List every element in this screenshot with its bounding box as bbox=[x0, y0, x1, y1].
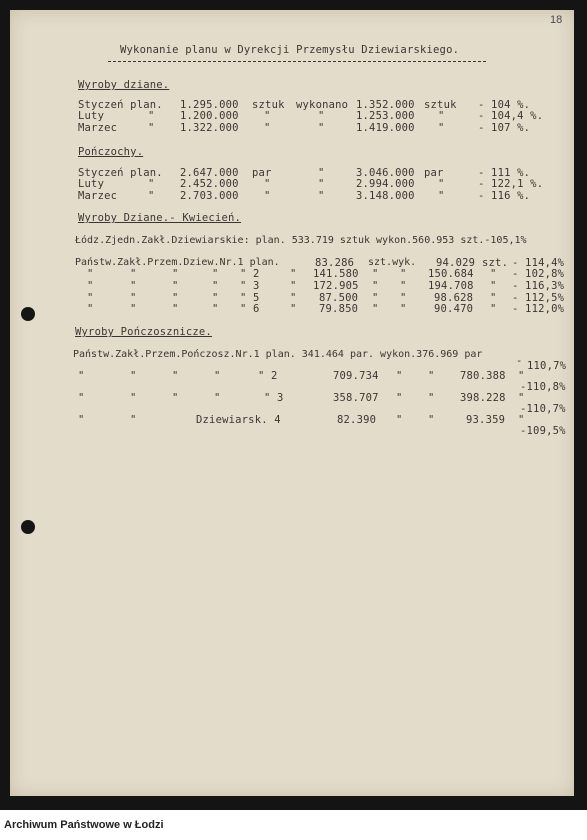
factory-number: " 2 bbox=[258, 370, 278, 382]
done-label: wykonano bbox=[296, 99, 349, 111]
ditto: " bbox=[130, 280, 137, 292]
percent: 110,7% bbox=[527, 360, 567, 372]
document-title: Wykonanie planu w Dyrekcji Przemysłu Dziewiarskiego. bbox=[120, 44, 460, 56]
percent: - 111 %. bbox=[478, 167, 531, 179]
month: Styczeń plan. bbox=[78, 99, 163, 111]
title-underline bbox=[108, 61, 486, 62]
unit: szt. bbox=[482, 257, 509, 269]
ditto: " bbox=[490, 303, 497, 315]
ditto: " bbox=[212, 303, 219, 315]
unit: szt.wyk. bbox=[368, 257, 417, 268]
done-value: 93.359 bbox=[466, 414, 506, 426]
ditto: " bbox=[130, 268, 137, 280]
percent: - 104 %. bbox=[478, 99, 531, 111]
unit: " bbox=[438, 122, 445, 134]
month: Marzec bbox=[78, 190, 118, 202]
done-value: 150.684 bbox=[428, 268, 474, 280]
ditto: " bbox=[490, 280, 497, 292]
ditto: " bbox=[172, 303, 179, 315]
ditto: " bbox=[87, 268, 94, 280]
plan-value: 1.200.000 bbox=[180, 110, 239, 122]
ditto: " bbox=[172, 268, 179, 280]
ditto: " bbox=[428, 370, 435, 382]
unit: sztuk bbox=[252, 99, 285, 111]
unit: " bbox=[264, 190, 271, 202]
ditto: " bbox=[518, 392, 525, 404]
percent: - 107 %. bbox=[478, 122, 531, 134]
ditto: " bbox=[130, 392, 137, 404]
unit: par bbox=[424, 167, 444, 179]
ditto: " bbox=[290, 268, 297, 280]
done-value: 94.029 bbox=[436, 257, 476, 269]
ditto: " bbox=[372, 268, 379, 280]
ditto: " bbox=[490, 292, 497, 304]
done-value: 3.148.000 bbox=[356, 190, 415, 202]
done-value: 3.046.000 bbox=[356, 167, 415, 179]
ditto: " bbox=[172, 292, 179, 304]
ditto: " bbox=[396, 392, 403, 404]
plan-value: 709.734 bbox=[333, 370, 379, 382]
month: Styczeń plan. bbox=[78, 167, 163, 179]
archive-watermark: Archiwum Państwowe w Łodzi bbox=[4, 819, 164, 831]
unit: sztuk bbox=[424, 99, 457, 111]
factory-number: " 2 bbox=[240, 268, 260, 280]
ditto: " bbox=[518, 414, 525, 426]
ditto: " bbox=[148, 190, 155, 202]
ditto: " bbox=[130, 370, 137, 382]
done-label: " bbox=[318, 190, 325, 202]
ditto: " bbox=[148, 122, 155, 134]
factory-number: " 5 bbox=[240, 292, 260, 304]
lodz-summary-line: Łódz.Zjedn.Zakł.Dziewiarskie: plan. 533.719 sztuk wykon.560.953 szt.-105,1% bbox=[75, 235, 527, 246]
percent: - 112,0% bbox=[512, 303, 565, 315]
done-value: 398.228 bbox=[460, 392, 506, 404]
ditto: " bbox=[400, 280, 407, 292]
ditto: " bbox=[428, 414, 435, 426]
done-value: 90.470 bbox=[434, 303, 474, 315]
punch-hole-bottom bbox=[21, 520, 35, 534]
ditto: " bbox=[172, 392, 179, 404]
ditto: " bbox=[396, 414, 403, 426]
percent: - 112,5% bbox=[512, 292, 565, 304]
done-value: 1.352.000 bbox=[356, 99, 415, 111]
ditto: " bbox=[78, 392, 85, 404]
percent: -110,7% bbox=[520, 403, 566, 415]
plan-value: 2.647.000 bbox=[180, 167, 239, 179]
ditto: " bbox=[400, 303, 407, 315]
done-label: " bbox=[318, 110, 325, 122]
done-label: " bbox=[318, 167, 325, 179]
ditto: " bbox=[518, 370, 525, 382]
unit: " bbox=[264, 122, 271, 134]
plan-value: 358.707 bbox=[333, 392, 379, 404]
ditto: " bbox=[372, 280, 379, 292]
ditto: " bbox=[400, 292, 407, 304]
percent: - 104,4 %. bbox=[478, 110, 544, 122]
ditto: " bbox=[490, 268, 497, 280]
factory-number: " 3 bbox=[264, 392, 284, 404]
unit: par bbox=[252, 167, 272, 179]
percent: - 114,4% bbox=[512, 257, 565, 269]
factory-summary-line: Państw.Zakł.Przem.Pończosz.Nr.1 plan. 341.464 par. wykon.376.969 par bbox=[73, 349, 483, 360]
ditto: " bbox=[214, 370, 221, 382]
ditto: " bbox=[130, 292, 137, 304]
done-value: 98.628 bbox=[434, 292, 474, 304]
percent: - 116 %. bbox=[478, 190, 531, 202]
ditto: " bbox=[290, 303, 297, 315]
plan-value: 82.390 bbox=[337, 414, 377, 426]
plan-value: 79.850 bbox=[319, 303, 359, 315]
done-label: " bbox=[318, 178, 325, 190]
plan-value: 172.905 bbox=[313, 280, 359, 292]
ditto: " bbox=[130, 303, 137, 315]
section-heading-april: Wyroby Dziane.- Kwiecień. bbox=[78, 212, 242, 224]
ditto: " bbox=[396, 370, 403, 382]
unit: " bbox=[438, 110, 445, 122]
ditto: " bbox=[212, 280, 219, 292]
plan-value: 141.580 bbox=[313, 268, 359, 280]
done-value: 1.419.000 bbox=[356, 122, 415, 134]
ditto: " bbox=[214, 392, 221, 404]
factory-name: Dziewiarsk. 4 bbox=[196, 414, 281, 426]
month: Marzec bbox=[78, 122, 118, 134]
percent: -109,5% bbox=[520, 425, 566, 437]
section-heading-knitted: Wyroby dziane. bbox=[78, 79, 170, 91]
unit: " bbox=[438, 178, 445, 190]
factory-number: " 3 bbox=[240, 280, 260, 292]
month: Luty bbox=[78, 178, 105, 190]
plan-value: 87.500 bbox=[319, 292, 359, 304]
done-label: " bbox=[318, 122, 325, 134]
section-heading-stockings: Pończochy. bbox=[78, 146, 144, 158]
ditto: " bbox=[372, 292, 379, 304]
unit: " bbox=[264, 110, 271, 122]
plan-value: 2.452.000 bbox=[180, 178, 239, 190]
page-number: 18 bbox=[550, 14, 563, 26]
ditto: " bbox=[172, 280, 179, 292]
ditto: " bbox=[212, 268, 219, 280]
ditto: " bbox=[372, 303, 379, 315]
percent: - 116,3% bbox=[512, 280, 565, 292]
plan-value: 83.286 bbox=[315, 257, 355, 269]
ditto: " bbox=[400, 268, 407, 280]
unit: " bbox=[264, 178, 271, 190]
plan-value: 1.322.000 bbox=[180, 122, 239, 134]
ditto: " bbox=[172, 370, 179, 382]
percent: - 122,1 %. bbox=[478, 178, 544, 190]
factory-label: Państw.Zakł.Przem.Dziew.Nr.1 plan. bbox=[75, 257, 280, 268]
section-heading-hosiery: Wyroby Pończosznicze. bbox=[75, 326, 212, 338]
percent: - 102,8% bbox=[512, 268, 565, 280]
done-value: 2.994.000 bbox=[356, 178, 415, 190]
month: Luty bbox=[78, 110, 105, 122]
punch-hole-top bbox=[21, 307, 35, 321]
ditto: " bbox=[78, 414, 85, 426]
ditto: " bbox=[78, 370, 85, 382]
dash-mark: - bbox=[516, 355, 523, 367]
ditto: " bbox=[290, 292, 297, 304]
ditto: " bbox=[87, 292, 94, 304]
percent: -110,8% bbox=[520, 381, 566, 393]
ditto: " bbox=[87, 280, 94, 292]
plan-value: 2.703.000 bbox=[180, 190, 239, 202]
ditto: " bbox=[290, 280, 297, 292]
ditto: " bbox=[130, 414, 137, 426]
done-value: 194.708 bbox=[428, 280, 474, 292]
plan-value: 1.295.000 bbox=[180, 99, 239, 111]
ditto: " bbox=[148, 110, 155, 122]
factory-number: " 6 bbox=[240, 303, 260, 315]
done-value: 1.253.000 bbox=[356, 110, 415, 122]
ditto: " bbox=[148, 178, 155, 190]
ditto: " bbox=[212, 292, 219, 304]
done-value: 780.388 bbox=[460, 370, 506, 382]
unit: " bbox=[438, 190, 445, 202]
ditto: " bbox=[87, 303, 94, 315]
ditto: " bbox=[428, 392, 435, 404]
